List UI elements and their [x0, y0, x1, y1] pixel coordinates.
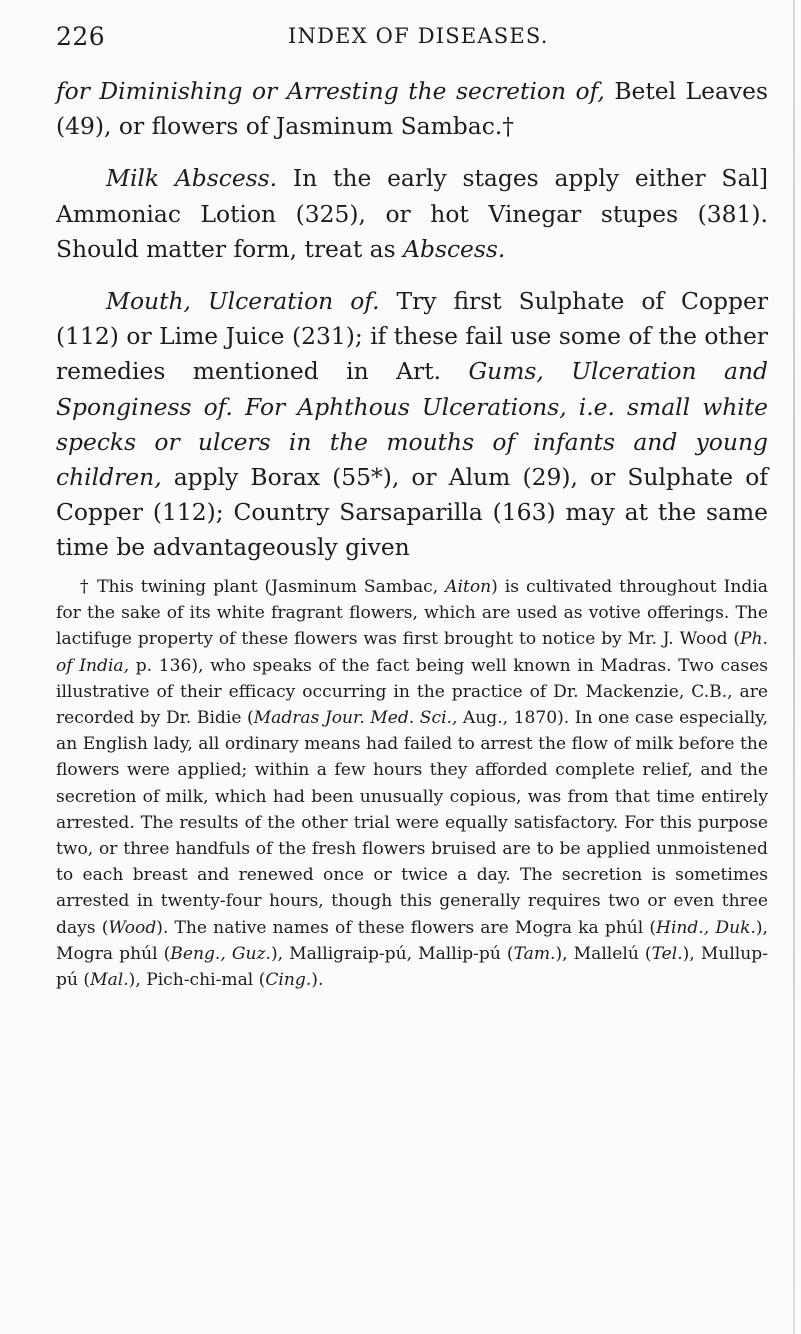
- footnote-run: ) is cultivated throughout India for the sake of its white fragrant flowers, which are used as votive offerings. The lactifuge property of these flowers was first brought to notice by Mr. J. Wood (: [56, 577, 768, 650]
- entry-body: In the early stages apply either Sal] Ammoniac Lotion (325), or hot Vinegar stupes (381). Should matter form, treat as: [56, 164, 768, 263]
- footnote-run: ).: [311, 970, 324, 991]
- running-header: [56, 22, 756, 58]
- entry-body: apply Borax (55*), or Alum (29), or Sulphate of Copper (112); Country Sarsaparilla (163) may at the same time be advantageously given: [56, 463, 768, 562]
- footnote-italic: Ph. of India,: [56, 629, 768, 676]
- cross-reference: Abscess.: [403, 234, 506, 263]
- footnote-run: ), Mallelú (: [555, 943, 652, 964]
- footnote-italic: Tel.: [651, 943, 683, 964]
- entry-mouth-ulceration: [56, 284, 768, 566]
- cross-reference: Gums, Ulceration and Sponginess of. For Aphthous Ulcerations, i.e. small white specks or ulcers in the mouths of infants and young children,: [56, 357, 768, 492]
- running-title: INDEX OF DISEASES.: [288, 24, 549, 48]
- footnote-italic: Mal.: [90, 970, 129, 991]
- footnote-italic: Cing.: [265, 970, 312, 991]
- footnote-italic: Aiton: [445, 577, 492, 597]
- entry-diminishing-secretion: [56, 74, 768, 144]
- footnote-run: p. 136), who speaks of the fact being well known in Madras. Two cases illustrative of their efficacy occurring in the practice of Dr. Mackenzie, C.B., are recorded by Dr. Bidie (: [56, 655, 768, 729]
- entry-heading: for Diminishing or Arresting the secretion of,: [56, 77, 605, 105]
- page-number: 226: [56, 22, 106, 51]
- entry-body: Try first Sulphate of Copper (112) or Lime Juice (231); if these fail use some of the other remedies mentioned in Art.: [56, 287, 769, 386]
- footnote-run: † This twining plant (Jasminum Sambac,: [80, 577, 446, 597]
- footnote-italic: Hind., Duk.: [656, 917, 756, 938]
- footnote-run: ), Malligraip-pú, Mallip-pú (: [270, 943, 514, 964]
- entry-milk-abscess: [56, 161, 768, 267]
- main-text: [56, 74, 768, 566]
- footnote: [56, 574, 768, 993]
- entry-body: Betel Leaves (49), or flowers of Jasminum Sambac.†: [56, 77, 768, 141]
- footnote-run: ), Pich-chi-mal (: [128, 970, 266, 991]
- footnote-run: ), Mullup-pú (: [56, 943, 768, 991]
- footnote-text: [56, 574, 768, 993]
- footnote-run: Aug., 1870). In one case especially, an English lady, all ordinary means had failed to arrest the flow of milk before the flowers were applied; within a few hours they afforded complete relief, and the secretion of milk, which had been unusually copious, was from that time entirely arrested. The results of the other trial were equally satisfactory. For this purpose two, or three handfuls of the fresh flowers bruised are to be applied unmoistened to each breast and renewed once or twice a day. The secretion is sometimes arrested in twenty-four hours, though this generally requires two or even three days (: [56, 708, 769, 938]
- entry-heading: Mouth, Ulceration of.: [106, 287, 380, 316]
- footnote-italic: Madras Jour. Med. Sci.,: [253, 708, 458, 729]
- footnote-italic: Beng., Guz.: [170, 943, 271, 964]
- footnote-run: ). The native names of these flowers are Mogra ka phúl (: [156, 917, 657, 938]
- entry-heading: Milk Abscess.: [106, 164, 278, 193]
- footnote-italic: Wood: [108, 917, 157, 938]
- footnote-italic: Tam.: [513, 943, 556, 964]
- footnote-run: ), Mogra phúl (: [56, 917, 768, 964]
- page-edge-shadow: [793, 0, 795, 1334]
